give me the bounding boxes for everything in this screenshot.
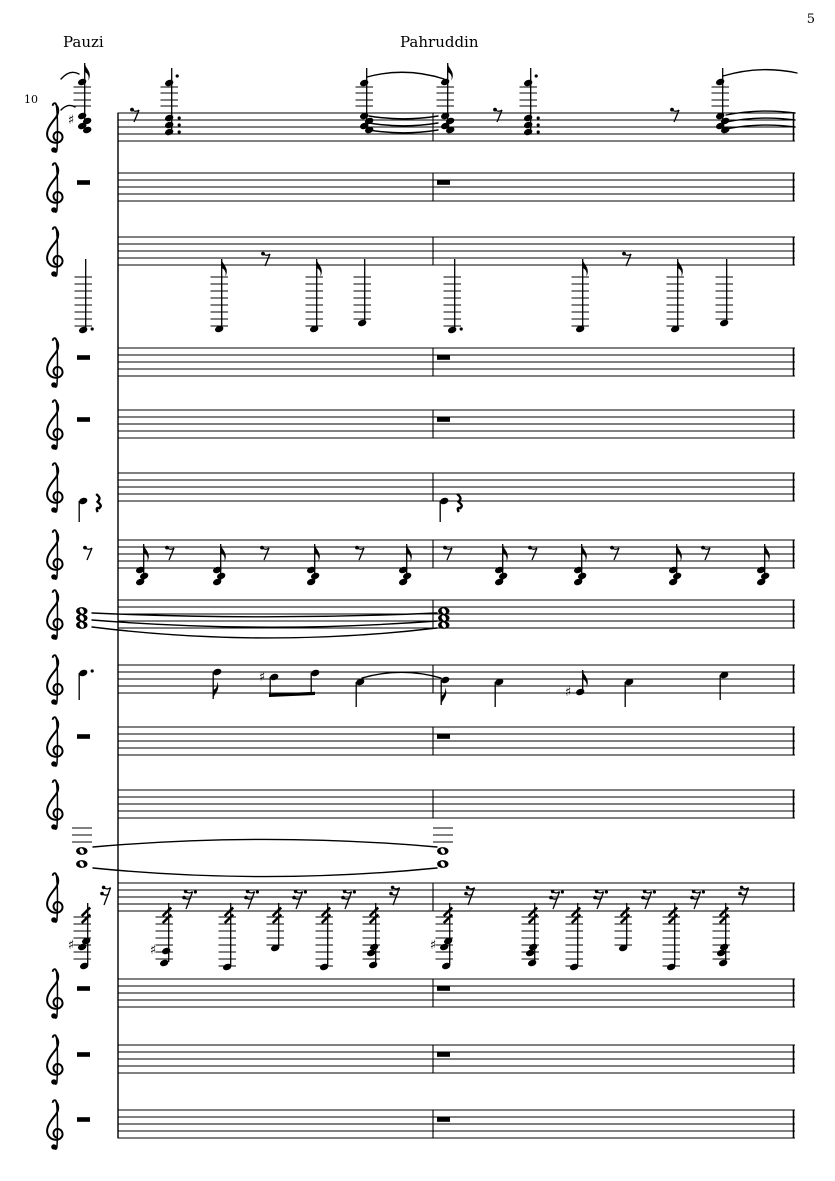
sixteenth-rest	[389, 886, 399, 905]
augmentation-dot	[91, 669, 94, 672]
augmentation-dot	[460, 327, 463, 330]
sixteenth-rest-stem	[248, 892, 255, 909]
eighth-flag	[448, 63, 453, 81]
sixteenth-rest-stem	[296, 892, 303, 909]
note	[756, 544, 770, 586]
note	[354, 259, 372, 327]
note	[68, 903, 91, 970]
tie	[92, 627, 437, 638]
tie	[369, 116, 438, 119]
whole-rest	[437, 1052, 450, 1057]
whole-note-chord	[76, 607, 87, 629]
staff-3	[47, 227, 795, 334]
sixteenth-rest	[182, 890, 197, 909]
whole-rest	[77, 734, 90, 739]
note	[212, 668, 222, 699]
augmentation-dot	[702, 890, 705, 893]
eighth-rest	[610, 546, 619, 560]
augmentation-dot	[178, 130, 181, 133]
notehead	[164, 114, 174, 123]
whole-rest	[437, 1117, 450, 1122]
augmentation-dot	[535, 74, 538, 77]
notehead	[161, 947, 171, 956]
sixteenth-rest	[100, 886, 110, 905]
note	[566, 903, 584, 971]
instrument-label-pahruddin: Pahruddin	[400, 33, 479, 51]
note	[161, 68, 181, 136]
sixteenth-rest-stem	[694, 892, 701, 909]
augmentation-dot	[91, 327, 94, 330]
eighth-rest	[83, 546, 92, 560]
note	[565, 670, 588, 700]
notehead	[523, 121, 533, 130]
tie	[369, 123, 438, 126]
notehead	[78, 326, 88, 335]
staff-7	[47, 530, 795, 586]
note	[135, 544, 149, 586]
notehead	[719, 319, 729, 328]
staff-11	[47, 780, 795, 876]
note	[78, 497, 88, 522]
eighth-flag	[85, 63, 90, 81]
slur	[61, 105, 75, 110]
sixteenth-rest	[690, 890, 705, 909]
note	[573, 544, 587, 586]
treble-clef-icon	[47, 400, 62, 449]
note	[624, 678, 634, 707]
augmentation-dot	[304, 890, 307, 893]
note	[439, 497, 449, 522]
augmentation-dot	[353, 890, 356, 893]
treble-clef-icon	[47, 717, 62, 766]
staff-10	[47, 717, 795, 766]
sixteenth-rest-stem	[645, 892, 652, 909]
note	[522, 903, 540, 967]
treble-clef-icon	[47, 780, 62, 829]
treble-clef-icon	[47, 338, 62, 387]
whole-rest	[77, 1117, 90, 1122]
augmentation-dot	[561, 890, 564, 893]
note	[494, 544, 508, 586]
treble-clef-icon	[47, 873, 62, 922]
sixteenth-rest	[593, 890, 608, 909]
notehead	[357, 319, 367, 328]
note	[668, 544, 682, 586]
sixteenth-rest-stem	[597, 892, 604, 909]
augmentation-dot	[176, 74, 179, 77]
note	[615, 903, 633, 952]
notehead	[715, 78, 725, 87]
whole-note-chord	[438, 607, 449, 629]
notehead	[575, 688, 585, 697]
slur	[367, 72, 444, 79]
staff-6	[47, 463, 795, 522]
notehead	[718, 959, 728, 968]
augmentation-dot	[178, 116, 181, 119]
note	[150, 903, 173, 967]
staff-1	[47, 63, 797, 153]
eighth-rest	[261, 252, 270, 266]
note	[356, 68, 375, 134]
quarter-rest	[96, 494, 101, 512]
augmentation-dot	[537, 130, 540, 133]
whole-note-chord	[433, 828, 453, 868]
sixteenth-rest-stem	[186, 892, 193, 909]
treble-clef-icon	[47, 969, 62, 1018]
note	[430, 903, 453, 970]
whole-rest	[77, 355, 90, 360]
note	[211, 259, 229, 333]
note	[444, 259, 463, 334]
instrument-label-pauzi: Pauzi	[63, 33, 104, 51]
notehead	[523, 128, 533, 137]
whole-rest	[77, 1052, 90, 1057]
note	[712, 68, 731, 134]
eighth-rest	[528, 546, 537, 560]
treble-clef-icon	[47, 530, 62, 579]
treble-clef-icon	[47, 463, 62, 512]
measure-number: 10	[24, 93, 38, 106]
notehead	[527, 959, 537, 968]
eighth-flag	[317, 259, 322, 277]
eighth-rest	[355, 546, 364, 560]
tie	[93, 868, 437, 877]
treble-clef-icon	[47, 655, 62, 704]
note	[572, 259, 590, 333]
note	[306, 544, 320, 586]
eighth-flag	[583, 259, 588, 277]
sixteenth-rest	[341, 890, 356, 909]
notehead	[447, 326, 457, 335]
augmentation-dot	[256, 890, 259, 893]
sixteenth-rest	[244, 890, 259, 909]
sharp-accidental: ♯	[258, 670, 266, 685]
staff-15	[47, 1100, 795, 1149]
staff-8	[47, 590, 795, 639]
sixteenth-rest	[464, 886, 474, 905]
note	[363, 903, 381, 969]
notehead	[164, 128, 174, 137]
eighth-flag	[441, 688, 446, 706]
sharp-accidental: ♯	[429, 938, 437, 953]
note	[68, 63, 92, 134]
eighth-rest	[165, 546, 174, 560]
eighth-flag	[222, 259, 227, 277]
note	[520, 68, 540, 136]
treble-clef-icon	[47, 1035, 62, 1084]
sharp-accidental: ♯	[564, 685, 572, 700]
augmentation-dot	[537, 123, 540, 126]
note	[663, 903, 681, 971]
treble-clef-icon	[47, 227, 62, 276]
treble-clef-icon	[47, 103, 62, 152]
treble-clef-icon	[47, 163, 62, 212]
note	[713, 903, 731, 967]
whole-rest	[437, 355, 450, 360]
notehead	[159, 959, 169, 968]
eighth-rest	[260, 546, 269, 560]
staff-14	[47, 1035, 795, 1084]
note	[310, 669, 320, 695]
whole-rest	[437, 417, 450, 422]
augmentation-dot	[194, 890, 197, 893]
note	[219, 903, 237, 971]
staff-13	[47, 969, 795, 1018]
whole-rest	[77, 180, 90, 185]
treble-clef-icon	[47, 1100, 62, 1149]
sixteenth-rest	[292, 890, 307, 909]
note	[719, 671, 729, 700]
page-number: 5	[806, 12, 815, 27]
notehead	[77, 78, 87, 87]
staff-2	[47, 163, 795, 212]
notehead	[164, 79, 174, 88]
sharp-accidental: ♯	[67, 938, 75, 953]
note	[667, 259, 685, 333]
staff-4	[47, 338, 795, 387]
whole-rest	[437, 734, 450, 739]
notehead	[359, 79, 369, 88]
augmentation-dot	[178, 123, 181, 126]
note	[398, 544, 412, 586]
eighth-rest	[622, 252, 631, 266]
notehead	[523, 114, 533, 123]
sixteenth-rest-stem	[345, 892, 352, 909]
staff-5	[47, 400, 795, 449]
sixteenth-rest	[641, 890, 656, 909]
staff-12	[47, 873, 795, 971]
whole-rest	[437, 986, 450, 991]
sharp-accidental: ♯	[67, 113, 75, 128]
notehead	[523, 79, 533, 88]
tie	[369, 130, 438, 133]
sixteenth-rest	[738, 886, 748, 905]
note	[355, 678, 365, 707]
tie	[93, 839, 437, 847]
slur	[723, 70, 797, 76]
slur	[362, 672, 441, 678]
whole-rest	[437, 180, 450, 185]
notehead	[164, 121, 174, 130]
staff-9	[47, 655, 795, 707]
notehead	[368, 961, 378, 970]
note	[75, 259, 94, 334]
sixteenth-rest-stem	[104, 888, 111, 905]
eighth-rest	[701, 546, 710, 560]
note	[437, 63, 456, 134]
note	[494, 678, 504, 707]
augmentation-dot	[605, 890, 608, 893]
treble-clef-icon	[47, 590, 62, 639]
note	[78, 669, 94, 700]
sharp-accidental: ♯	[149, 943, 157, 958]
augmentation-dot	[537, 116, 540, 119]
slur	[61, 72, 79, 79]
note	[267, 903, 285, 952]
augmentation-dot	[653, 890, 656, 893]
sixteenth-rest	[549, 890, 564, 909]
eighth-flag	[213, 682, 218, 700]
note	[440, 676, 450, 705]
whole-rest	[77, 417, 90, 422]
quarter-rest	[457, 494, 462, 512]
note	[316, 903, 334, 971]
eighth-rest	[443, 546, 452, 560]
sixteenth-rest-stem	[553, 892, 560, 909]
whole-rest	[77, 986, 90, 991]
eighth-flag	[678, 259, 683, 277]
note	[716, 259, 734, 327]
whole-note-chord	[72, 828, 92, 868]
note	[306, 259, 324, 333]
note	[212, 544, 226, 586]
